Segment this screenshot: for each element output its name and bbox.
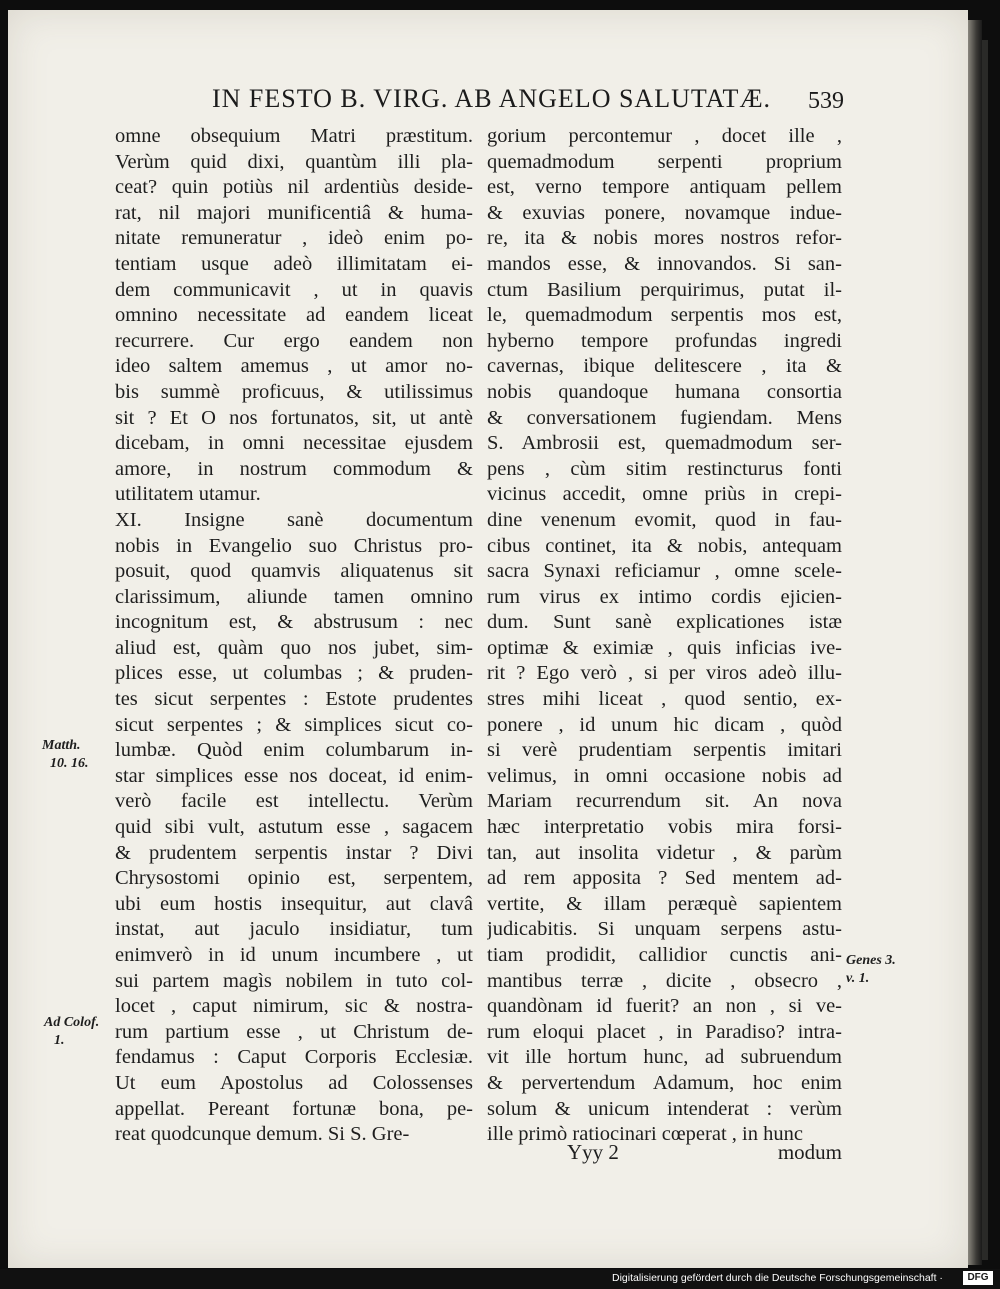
- text-line: ceat? quin potiùs nil ardentiùs deside-: [115, 176, 473, 199]
- text-line: rit ? Ego verò , si per viros adeò illu-: [487, 662, 842, 685]
- text-line: lumbæ. Quòd enim columbarum in-: [115, 739, 473, 762]
- text-line: ideo saltem amemus , ut amor no-: [115, 355, 473, 378]
- text-line: omne obsequium Matri præstitum.: [115, 125, 473, 147]
- text-line: amore, in nostrum commodum &: [115, 457, 473, 480]
- page-number: 539: [808, 88, 844, 114]
- text-line: posuit, quod quamvis aliquatenus sit: [115, 560, 473, 583]
- text-line: ad rem apposita ? Sed mentem ad-: [487, 867, 842, 890]
- running-head: IN FESTO B. VIRG. AB ANGELO SALUTATÆ.: [212, 84, 772, 113]
- margin-note-colos: [44, 1014, 99, 1050]
- text-line: & prudentem serpentis instar ? Divi: [115, 841, 473, 864]
- text-line: cibus continet, ita & nobis, antequam: [487, 534, 842, 557]
- text-line: reat quodcunque demum. Si S. Gre-: [115, 1123, 410, 1146]
- text-line: & conversationem fugiendam. Mens: [487, 406, 842, 429]
- text-line: quemadmodum serpenti proprium: [487, 150, 842, 173]
- text-line: dicebam, in omni necessitae ejusdem: [115, 432, 473, 455]
- text-line: omnino necessitate ad eandem liceat: [115, 304, 473, 327]
- text-line: locet , caput nimirum, sic & nostra-: [115, 995, 473, 1018]
- text-line: tes sicut serpentes : Estote prudentes: [115, 688, 473, 711]
- page-catchwords: [487, 1140, 842, 1168]
- text-line: S. Ambrosii est, quemadmodum ser-: [487, 432, 842, 455]
- text-line: recurrere. Cur ergo eandem non: [115, 329, 473, 352]
- right-text-column: [487, 124, 842, 1148]
- text-line: verò facile est intellectu. Verùm: [115, 790, 473, 813]
- text-line: XI. Insigne sanè documentum: [115, 508, 473, 531]
- margin-note-matth-ref: 10. 16.: [50, 756, 89, 771]
- text-line: Chrysostomi opinio est, serpentem,: [115, 867, 473, 890]
- text-line: vicinus accedit, omne priùs in crepi-: [487, 483, 842, 506]
- text-line: enimverò in id unum incumbere , ut: [115, 944, 473, 966]
- margin-note-colos-book: Ad Colof.: [44, 1015, 100, 1030]
- text-line: solum & unicum intenderat : verùm: [487, 1097, 842, 1120]
- catchword: modum: [777, 1140, 842, 1164]
- text-line: Verùm quid dixi, quantùm illi pla-: [115, 150, 473, 173]
- text-line: aliud est, quàm quo nos jubet, sim-: [115, 636, 473, 659]
- text-line: tentiam usque adeò illimitatam ei-: [115, 252, 473, 275]
- text-line: tiam prodidit, callidior cunctis ani-: [487, 944, 842, 966]
- text-line: mandos esse, & innovandos. Si san-: [487, 252, 842, 275]
- signature-mark: Yyy 2: [567, 1140, 619, 1164]
- text-line: sui partem magìs nobilem in tuto col-: [115, 969, 473, 992]
- text-line: le, quemadmodum serpentis mos est,: [487, 304, 842, 327]
- text-line: quid sibi vult, astutum esse , sagacem: [115, 816, 473, 839]
- text-line: clarissimum, aliunde tamen omnino: [115, 585, 473, 608]
- text-line: mantibus terræ , dicite , obsecro ,: [487, 969, 842, 992]
- text-line: bis summè proficuus, & utilissimus: [115, 380, 473, 403]
- text-line: judicabitis. Si unquam serpens astu-: [487, 918, 842, 941]
- text-line: ponere , id unum hic dicam , quòd: [487, 713, 842, 736]
- margin-note-genes-ref: v. 1.: [846, 971, 870, 986]
- text-line: vit ille hortum hunc, ad subruendum: [487, 1046, 842, 1069]
- dfg-logo: DFG: [963, 1271, 993, 1285]
- text-line: hæc interpretatio vobis mira forsi-: [487, 816, 842, 839]
- text-line: ctum Basilium perquirimus, putat il-: [487, 278, 842, 301]
- text-line: nitate remuneratur , ideò enim po-: [115, 227, 473, 250]
- text-line: stres mihi liceat , quod sentio, ex-: [487, 688, 842, 711]
- text-line: re, ita & nobis mores nostros refor-: [487, 227, 842, 250]
- text-line: vertite, & illam peræquè sapientem: [487, 892, 842, 915]
- text-line: fendamus : Caput Corporis Ecclesiæ.: [115, 1046, 473, 1069]
- text-line: Mariam recurrendum sit. An nova: [487, 790, 842, 813]
- text-line: tan, aut insolita videtur , & parùm: [487, 841, 842, 864]
- text-line: appellat. Pereant fortunæ bona, pe-: [115, 1097, 473, 1120]
- text-line: optimæ & eximiæ , quis inficias ive-: [487, 636, 842, 659]
- page-edge-shadow: [982, 40, 988, 1260]
- text-line: nobis in Evangelio suo Christus pro-: [115, 534, 473, 557]
- text-line: gorium percontemur , docet ille ,: [487, 125, 842, 147]
- text-line: incognitum est, & abstrusum : nec: [115, 611, 473, 634]
- text-line: dum. Sunt sanè explicationes istæ: [487, 611, 842, 634]
- text-line: cavernas, ibique delitescere , ita &: [487, 355, 842, 378]
- text-line: ubi eum hostis insequitur, aut clavâ: [115, 892, 473, 915]
- text-line: ille primò ratiocinari cœperat , in hunc: [487, 1123, 803, 1146]
- page-edge: [968, 20, 982, 1265]
- margin-note-colos-ref: 1.: [54, 1033, 65, 1048]
- text-line: sit ? Et O nos fortunatos, sit, ut antè: [115, 406, 473, 429]
- text-line: dine venenum evomit, quod in fau-: [487, 508, 842, 531]
- text-line: rum virus ex intimo cordis ejicien-: [487, 585, 842, 608]
- text-line: Ut eum Apostolus ad Colossenses: [115, 1071, 473, 1094]
- margin-note-genes-book: Genes 3.: [846, 953, 896, 968]
- text-line: utilitatem utamur.: [115, 483, 261, 506]
- text-line: quandònam id fuerit? an non , si ve-: [487, 995, 842, 1018]
- text-line: est, verno tempore antiquam pellem: [487, 176, 842, 199]
- funding-credit: Digitalisierung gefördert durch die Deutsche Forschungsgemeinschaft ·: [612, 1272, 943, 1284]
- text-line: sacra Synaxi reficiamur , omne scele-: [487, 560, 842, 583]
- text-line: rum partium esse , ut Christum de-: [115, 1020, 473, 1043]
- text-line: nobis quandoque humana consortia: [487, 380, 842, 403]
- text-line: rum eloqui placet , in Paradiso? intra-: [487, 1020, 842, 1043]
- margin-note-genes: [846, 952, 896, 988]
- text-line: rat, nil majori munificentiâ & huma-: [115, 201, 473, 224]
- text-line: plices esse, ut columbas ; & pruden-: [115, 662, 473, 685]
- text-line: si verè prudentiam serpentis imitari: [487, 739, 842, 762]
- text-line: instat, aut jaculo insidiatur, tum: [115, 918, 473, 941]
- margin-note-matth-book: Matth.: [42, 738, 81, 753]
- text-line: & exuvias ponere, novamque indue-: [487, 201, 842, 224]
- text-line: sicut serpentes ; & simplices sicut co-: [115, 713, 473, 736]
- margin-note-matth: [42, 737, 89, 773]
- text-line: star simplices esse nos doceat, id enim-: [115, 764, 473, 787]
- text-line: dem communicavit , ut in quavis: [115, 278, 473, 301]
- text-line: velimus, in omni occasione nobis ad: [487, 764, 842, 787]
- text-line: pens , cùm sitim restincturus fonti: [487, 457, 842, 480]
- left-text-column: [115, 124, 473, 1148]
- text-line: hyberno tempore profundas ingredi: [487, 329, 842, 352]
- text-line: & pervertendum Adamum, hoc enim: [487, 1071, 842, 1094]
